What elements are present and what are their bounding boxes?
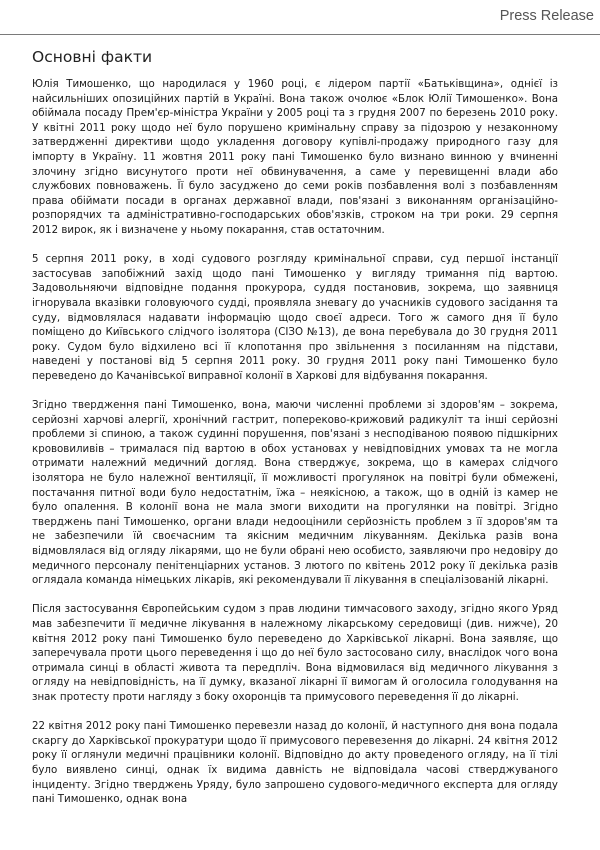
press-release-label: Press Release <box>499 8 594 24</box>
paragraph-1: Юлія Тимошенко, що народилася у 1960 році, є лідером партії «Батьківщина», однієї із найсильніших опозиційних партій в Україні. Вона також очолює «Блок Юлії Тимошенко». Вона обіймала посаду Прем'єр-міністра України у 2005 році та з грудня 2007 по березень 2010 року. У квітні 2011 року щодо неї було порушено кримінальну справу за підозрою у незаконному затвердженні директиви щодо укладення договору купівлі-продажу природного газу для імпорту в Україну. 11 жовтня 2011 року пані Тимошенко було визнано винною у вчиненні злочину згідно висунутого проти неї обвинувачення, а саме у перевищенні влади або службових повноважень. Її було засуджено до семи років позбавлення волі з позбавленням права обіймати посади в органах державної влади, пов'язані з виконанням організаційно-розпорядчих та адміністративно-господарських обов'язків, строком на три роки. 29 серпня 2012 вирок, як і визначене у ньому покарання, став остаточним. <box>32 78 558 236</box>
document-body <box>32 48 558 821</box>
section-title: Основні факти <box>32 48 153 66</box>
paragraph-5: 22 квітня 2012 року пані Тимошенко перевезли назад до колонії, й наступного дня вона подала скаргу до Харківської прокуратури щодо її примусового перевезення до лікарні. 24 квітня 2012 року її оглянули медичні працівники колонії. Відповідно до акту проведеного огляду, на її тілі було виявлено синці, однак їх видима давність не відповідала часові стверджуваного інциденту. Згідно тверджень Уряду, було запрошено судового-медичного експерта для огляду пані Тимошенко, однак вона <box>32 720 558 806</box>
paragraph-4: Після застосування Європейським судом з прав людини тимчасового заходу, згідно якого Уряд мав забезпечити її медичне лікування в належному лікарському середовищі (див. нижче), 20 квітня 2012 року пані Тимошенко було переведено до Харківської лікарні. Вона заявляє, що заперечувала проти цього переведення і що до неї було застосовано силу, внаслідок чого вона отримала синці в області живота та передпліч. Вона відмовилася від медичного лікування з огляду на невідповідність, на її думку, вказаної лікарні її вимогам й оголосила голодування на знак протесту проти нагляду з боку охоронців та примусового переведення її до лікарні. <box>32 603 558 703</box>
paragraph-3: Згідно твердження пані Тимошенко, вона, маючи численні проблеми зі здоров'ям – зокрема, серйозні харчові алергії, хронічний гастрит, попереково-крижовий радикуліт та інші серйозні проблеми зі спиною, а також судинні порушення, пов'язані з несподіваною появою підшкірних крововиливів – трималася під вартою в обох установах у невідповідних умовах та не могла отримати належний медичний догляд. Вона стверджує, зокрема, що в камерах слідчого ізолятора не було належної вентиляції, її можливості прогулянок на повітрі були обмежені, постачання питної води було недостатнім, їжа – неякісною, а також, що в одній із камер не було опалення. В колонії вона не мала змоги виходити на прогулянки на повітрі. Згідно тверджень пані Тимошенко, органи влади недооцінили серйозність проблем з її здоров'ям та не забезпечили їй своєчасним та якісним медичним лікуванням. Декілька разів вона відмовлялася від огляду лікарями, що не були обрані нею особисто, заявляючи про недовіру до медичного персоналу пенітенціарних установ. З лютого по квітень 2012 року її декілька разів оглядала команда німецьких лікарів, які рекомендували її лікування в спеціалізованій лікарні. <box>32 399 558 587</box>
page-header <box>0 0 600 35</box>
paragraph-2: 5 серпня 2011 року, в ході судового розгляду кримінальної справи, суд першої інстанції застосував запобіжний захід щодо пані Тимошенко у вигляду тримання під вартою. Задовольняючи відповідне подання прокурора, суддя постановив, зокрема, що заявниця ігнорувала вказівки головуючого судді, проявляла зневагу до учасників судового засідання та суду, відмовлялася надавати інформацію щодо своєї адреси. Того ж самого дня її було поміщено до Київського слідчого ізолятора (СІЗО №13), де вона перебувала до 30 грудня 2011 року. Судом було відхилено всі її клопотання про звільнення з посиланням на підстави, наведені у постанові від 5 серпня 2011 року. 30 грудня 2011 року пані Тимошенко було переведено до Качанівської виправної колонії в Харкові для відбування покарання. <box>32 253 558 382</box>
